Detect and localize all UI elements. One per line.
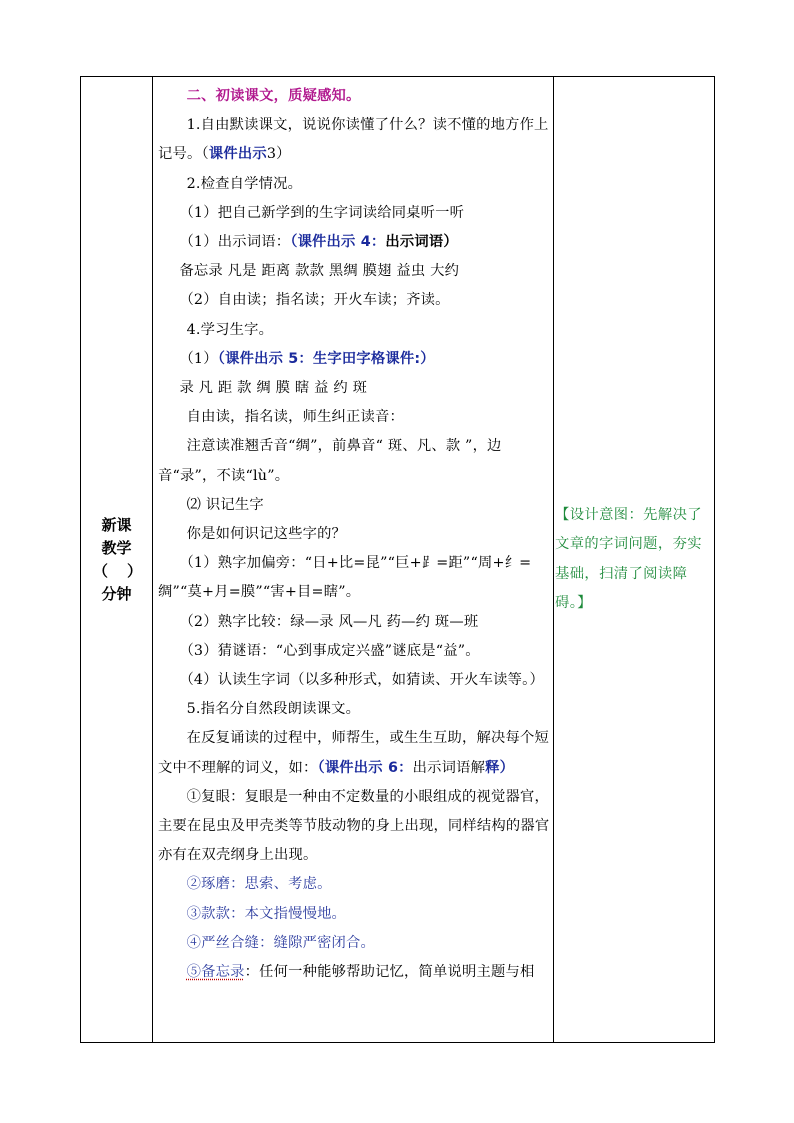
paragraph xyxy=(158,345,552,374)
design-intent-cell xyxy=(554,77,715,1043)
definition xyxy=(158,958,552,987)
stage-cell xyxy=(81,77,153,1043)
text: （1） xyxy=(179,350,218,367)
paragraph: 自由读，指名读，师生纠正读音： xyxy=(186,409,405,426)
paragraph: ⑵ 识记生字 xyxy=(186,496,264,513)
term: ⑤备忘录 xyxy=(186,964,245,981)
paragraph xyxy=(158,111,552,169)
paragraph: （1）把自己新学到的生字词读给同桌听一听 xyxy=(179,204,465,221)
paragraph: （1）熟字加偏旁：“日+比=昆”“巨+⻊=距”“周+纟=绸”“莫+月=膜”“害+目=瞎”。 xyxy=(158,555,532,601)
text: 出示词语解 xyxy=(412,759,486,776)
definition: ①复眼：复眼是一种由不定数量的小眼组成的视觉器官，主要在昆虫及甲壳类等节肢动物的身上出现，同样结构的器官亦有在双壳纲身上出现。 xyxy=(158,788,550,864)
text: （1）出示词语： xyxy=(179,234,291,251)
text: 1.自由默读课文，说说你读懂了什么？读不懂的地方作上记号。（ xyxy=(158,117,549,163)
content-cell xyxy=(153,77,554,1043)
paragraph: 4.学习生字。 xyxy=(186,321,274,338)
paragraph: （4）认读生字词（以多种形式，如猜读、开火车读等。） xyxy=(179,672,545,689)
lesson-content xyxy=(153,77,553,987)
paragraph: （3）猜谜语：“心到事成定兴盛”谜底是“益”。 xyxy=(179,642,480,659)
stage-label xyxy=(81,514,152,606)
section-heading: 二、初读课文，质疑感知。 xyxy=(186,88,361,104)
text: 在反复诵读的过程中，师帮生，或生生互助，解决每个短文中不理解的词义，如： xyxy=(158,730,550,776)
stage-line-4: 分钟 xyxy=(101,584,132,603)
paragraph xyxy=(158,724,552,782)
paragraph: 你是如何识记这些字的？ xyxy=(186,526,347,543)
stage-line-2: 教学 xyxy=(101,538,132,557)
table-row xyxy=(81,77,715,1043)
courseware-note: 课件出示 xyxy=(208,146,267,163)
stage-line-1: 新课 xyxy=(101,515,132,534)
text: 出示词语） xyxy=(385,234,458,251)
definition: ②琢磨：思索、考虑。 xyxy=(186,876,332,893)
paragraph: （2）自由读；指名读；开火车读；齐读。 xyxy=(179,292,450,309)
definition: ④严丝合缝：缝隙严密闭合。 xyxy=(186,934,376,951)
courseware-note: （课件出示 4： xyxy=(290,234,386,251)
courseware-note: （课件出示 6： xyxy=(317,759,413,776)
paragraph xyxy=(158,228,552,257)
lesson-plan-table xyxy=(80,76,715,1043)
paragraph: 5.指名分自然段朗读课文。 xyxy=(186,701,361,718)
duration-blank xyxy=(81,560,152,583)
paragraph: 2.检查自学情况。 xyxy=(186,175,303,192)
vocabulary-list: 备忘录 凡是 距离 款款 黑绸 膜翅 益虫 大约 xyxy=(179,263,460,280)
character-list: 录 凡 距 款 绸 膜 瞎 益 约 斑 xyxy=(179,380,368,397)
courseware-note: （课件出示 5：生字田字格课件:） xyxy=(217,350,435,367)
paragraph: （2）熟字比较：绿—录 风—凡 药—约 斑—班 xyxy=(179,613,479,630)
paren-close: ） xyxy=(126,561,142,580)
design-intent-note: 【设计意图：先解决了文章的字词问题，夯实基础，扫清了阅读障碍。】 xyxy=(555,507,702,611)
courseware-note: 释） xyxy=(485,759,515,776)
definition: ③款款：本文指慢慢地。 xyxy=(186,905,347,922)
paragraph: 注意读准翘舌音“绸”，前鼻音“ 斑、凡、款 ”，边音“录”，不读“lù”。 xyxy=(158,438,502,484)
text: 3） xyxy=(266,146,291,163)
text: ：任何一种能够帮助记忆，简单说明主题与相 xyxy=(244,964,535,981)
paren-open: （ xyxy=(93,561,109,580)
